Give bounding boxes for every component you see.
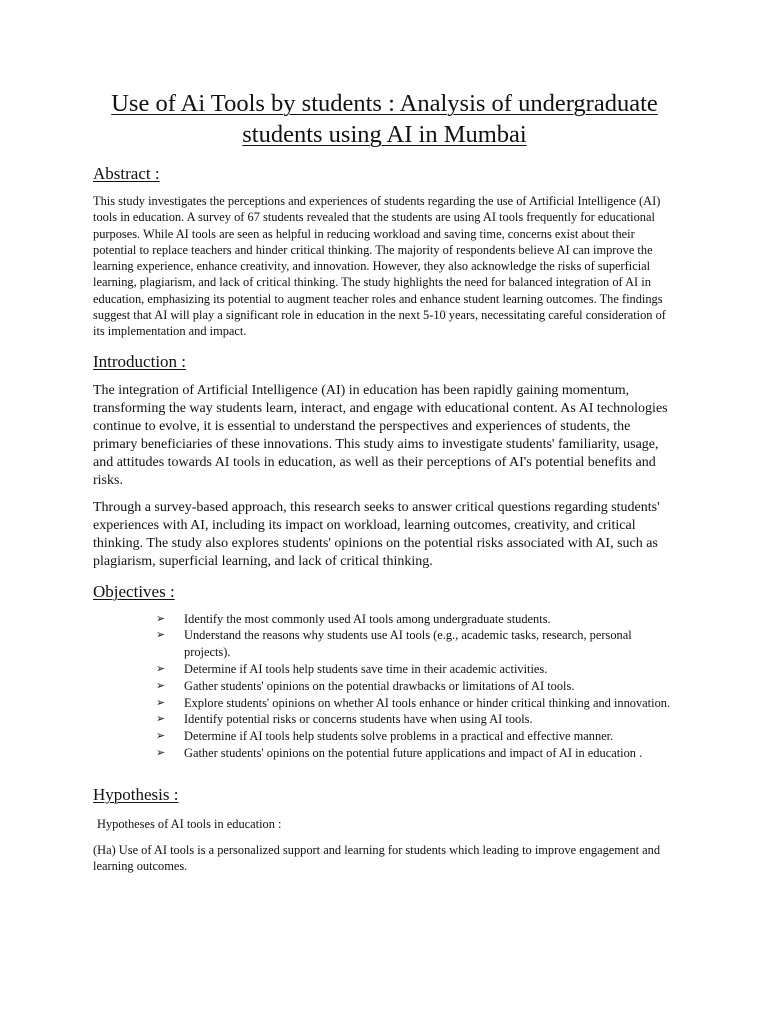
arrow-bullet-icon: ➢ xyxy=(156,679,166,692)
objective-item xyxy=(156,728,676,745)
objective-text: Gather students' opinions on the potential future applications and impact of AI in education . xyxy=(184,746,643,761)
objective-text: Determine if AI tools help students save time in their academic activities. xyxy=(184,662,548,677)
hypothesis-heading: Hypothesis : xyxy=(93,784,179,804)
hypothesis-ha: (Ha) Use of AI tools is a personalized support and learning for students which leading to improve engagement and learning outcomes. xyxy=(93,843,661,874)
intro-paragraph-2: Through a survey-based approach, this research seeks to answer critical questions regarding students' experiences with AI, including its impact on workload, learning outcomes, creativity, and critical thinking. The study also explores students' opinions on the potential risks associated with AI, such as plagiarism, superficial learning, and lack of critical thinking. xyxy=(93,499,660,569)
title-line-1: Use of Ai Tools by students : Analysis of undergraduate xyxy=(111,90,658,117)
objective-item xyxy=(156,678,676,695)
objective-item xyxy=(156,711,676,728)
arrow-bullet-icon: ➢ xyxy=(156,747,166,760)
objective-item xyxy=(156,695,676,712)
intro-paragraph-1: The integration of Artificial Intelligence (AI) in education has been rapidly gaining momentum, transforming the way students learn, interact, and engage with educational content. As AI technologies continue to evolve, it is essential to understand the perspectives and experiences of students, the primary beneficiaries of these innovations. This study aims to investigate students' familiarity, usage, and attitudes towards AI tools in education, as well as their perceptions of AI's potential benefits and risks. xyxy=(93,382,668,488)
introduction-heading: Introduction : xyxy=(93,351,187,371)
hypothesis-intro: Hypotheses of AI tools in education : xyxy=(97,816,282,831)
objective-text: Determine if AI tools help students solve problems in a practical and effective manner. xyxy=(184,729,614,744)
objective-text: Identify the most commonly used AI tools among undergraduate students. xyxy=(184,611,551,626)
objective-item xyxy=(156,627,676,661)
document-title xyxy=(93,0,676,150)
arrow-bullet-icon: ➢ xyxy=(156,612,166,625)
abstract-heading: Abstract : xyxy=(93,164,160,183)
arrow-bullet-icon: ➢ xyxy=(156,730,166,743)
objective-item xyxy=(156,611,676,628)
objectives-list xyxy=(93,611,676,762)
objective-item xyxy=(156,745,676,762)
abstract-text: This study investigates the perceptions and experiences of students regarding the use of Artificial Intelligence (AI) tools in education. A survey of 67 students revealed that the students are using AI tools frequently for educational purposes. While AI tools are seen as helpful in reducing workload and saving time, concerns exist about their potential to replace teachers and hinder critical thinking. The majority of respondents believe AI can improve the learning experience, enhance creativity, and innovation. However, they also acknowledge the risks of superficial learning, plagiarism, and lack of critical thinking. The study highlights the need for balanced integration of AI in education, emphasizing its potential to augment teacher roles and enhance student learning outcomes. The findings suggest that AI will play a significant role in education in the next 5-10 years, necessitating careful consideration of its implementation and impact. xyxy=(93,194,666,339)
objective-text: Gather students' opinions on the potential drawbacks or limitations of AI tools. xyxy=(184,678,575,693)
objectives-heading: Objectives : xyxy=(93,581,175,601)
objective-text: Explore students' opinions on whether AI tools enhance or hinder critical thinking and innovation. xyxy=(184,695,671,710)
arrow-bullet-icon: ➢ xyxy=(156,713,166,726)
objective-text: Understand the reasons why students use AI tools (e.g., academic tasks, research, personal projects). xyxy=(184,628,632,660)
title-line-2: students using AI in Mumbai xyxy=(242,121,527,148)
arrow-bullet-icon: ➢ xyxy=(156,663,166,676)
objective-text: Identify potential risks or concerns students have when using AI tools. xyxy=(184,712,533,727)
objective-item xyxy=(156,661,676,678)
arrow-bullet-icon: ➢ xyxy=(156,629,166,642)
arrow-bullet-icon: ➢ xyxy=(156,696,166,709)
